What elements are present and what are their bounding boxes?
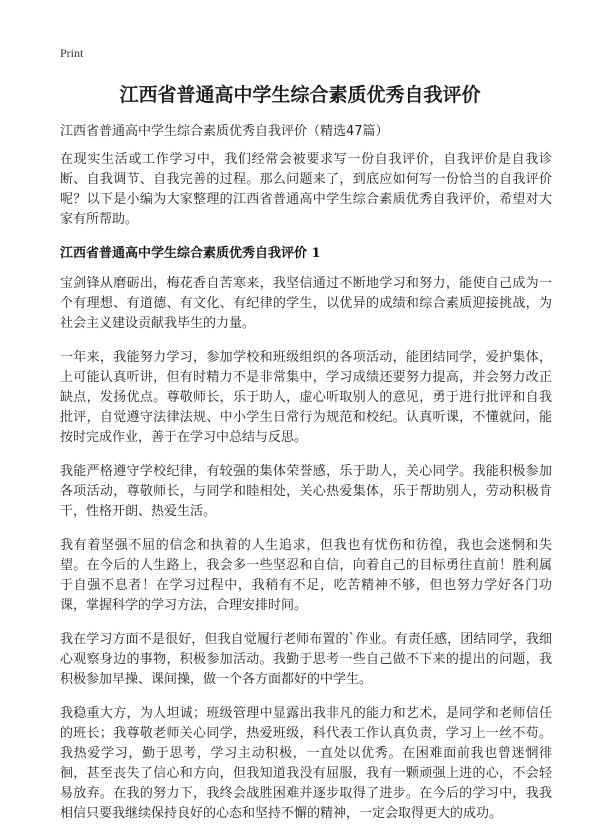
- section-heading: 江西省普通高中学生综合素质优秀自我评价 1: [60, 246, 321, 261]
- document-body: [60, 150, 552, 838]
- intro-paragraph: 在现实生活或工作学习中，我们经常会被要求写一份自我评价，自我评价是自我诊断、自我调节、自我完善的过程。那么问题来了，到底应如何写一份恰当的自我评价呢？以下是小编为大家整理的江西省普通高中学生综合素质优秀自我评价，希望对大家有所帮助。: [60, 152, 552, 227]
- print-link[interactable]: Print: [60, 46, 84, 60]
- document-title: 江西省普通高中学生综合素质优秀自我评价: [119, 84, 481, 106]
- body-paragraph: 我能严格遵守学校纪律，有较强的集体荣誉感，乐于助人，关心同学。我能积极参加各项活动，尊敬师长，与同学和睦相处，关心热爱集体，乐于帮助别人，劳动积极肯干，性格开朗、热爱生活。: [60, 464, 552, 519]
- body-paragraph: 我有着坚强不屈的信念和执着的人生追求，但我也有忧伤和彷徨，我也会迷惘和失望。在今后的人生路上，我会多一些坚忍和自信，向着自己的目标勇往直前！胜利属于自强不息者！在学习过程中，我稍有不足，吃苦精神不够，但也努力学好各门功课，掌握科学的学习方法，合理安排时间。: [60, 538, 552, 613]
- body-paragraph: 我在学习方面不是很好，但我自觉履行老师布置的`作业。有责任感，团结同学，我细心观察身边的事物，积极参加活动。我勤于思考一些自己做不下来的提出的问题，我积极参加早操、课间操，做一个各方面都好的中学生。: [60, 632, 552, 687]
- body-paragraph: 宝剑锋从磨砺出，梅花香自苦寒来，我坚信通过不断地学习和努力，能使自己成为一个有理想、有道德、有文化、有纪律的学生，以优异的成绩和综合素质迎接挑战，为社会主义建设贡献我毕生的力量。: [60, 276, 552, 331]
- body-paragraph: 一年来，我能努力学习，参加学校和班级组织的各项活动，能团结同学，爱护集体，上可能认真听讲，但有时精力不是非常集中，学习成绩还要努力提高，并会努力改正缺点，发扬优点。尊敬师长，乐于助人，虚心听取别人的意见，勇于进行批评和自我批评，自觉遵守法律法规、中小学生日常行为规范和校纪。认真听课，不懂就问，能按时完成作业，善于在学习中总结与反思。: [60, 350, 552, 445]
- document-subtitle: 江西省普通高中学生综合素质优秀自我评价（精选47篇）: [60, 124, 389, 139]
- body-paragraph: 我稳重大方，为人坦诚；班级管理中显露出我非凡的能力和艺术，是同学和老师信任的班长；我尊敬老师关心同学，热爱班级，科代表工作认真负责，学习上一丝不苟。我热爱学习，勤于思考，学习主动积极，一直处以优秀。在困难面前我也曾迷惘徘徊，甚至丧失了信心和方向，但我知道我没有屈服，我有一颗顽强上进的心，不会轻易放弃。在我的努力下，我终会战胜困难并逐步取得了进步。在今后的学习中，我我相信只要我继续保持良好的心态和坚持不懈的精神，一定会取得更大的成功。: [60, 706, 552, 821]
